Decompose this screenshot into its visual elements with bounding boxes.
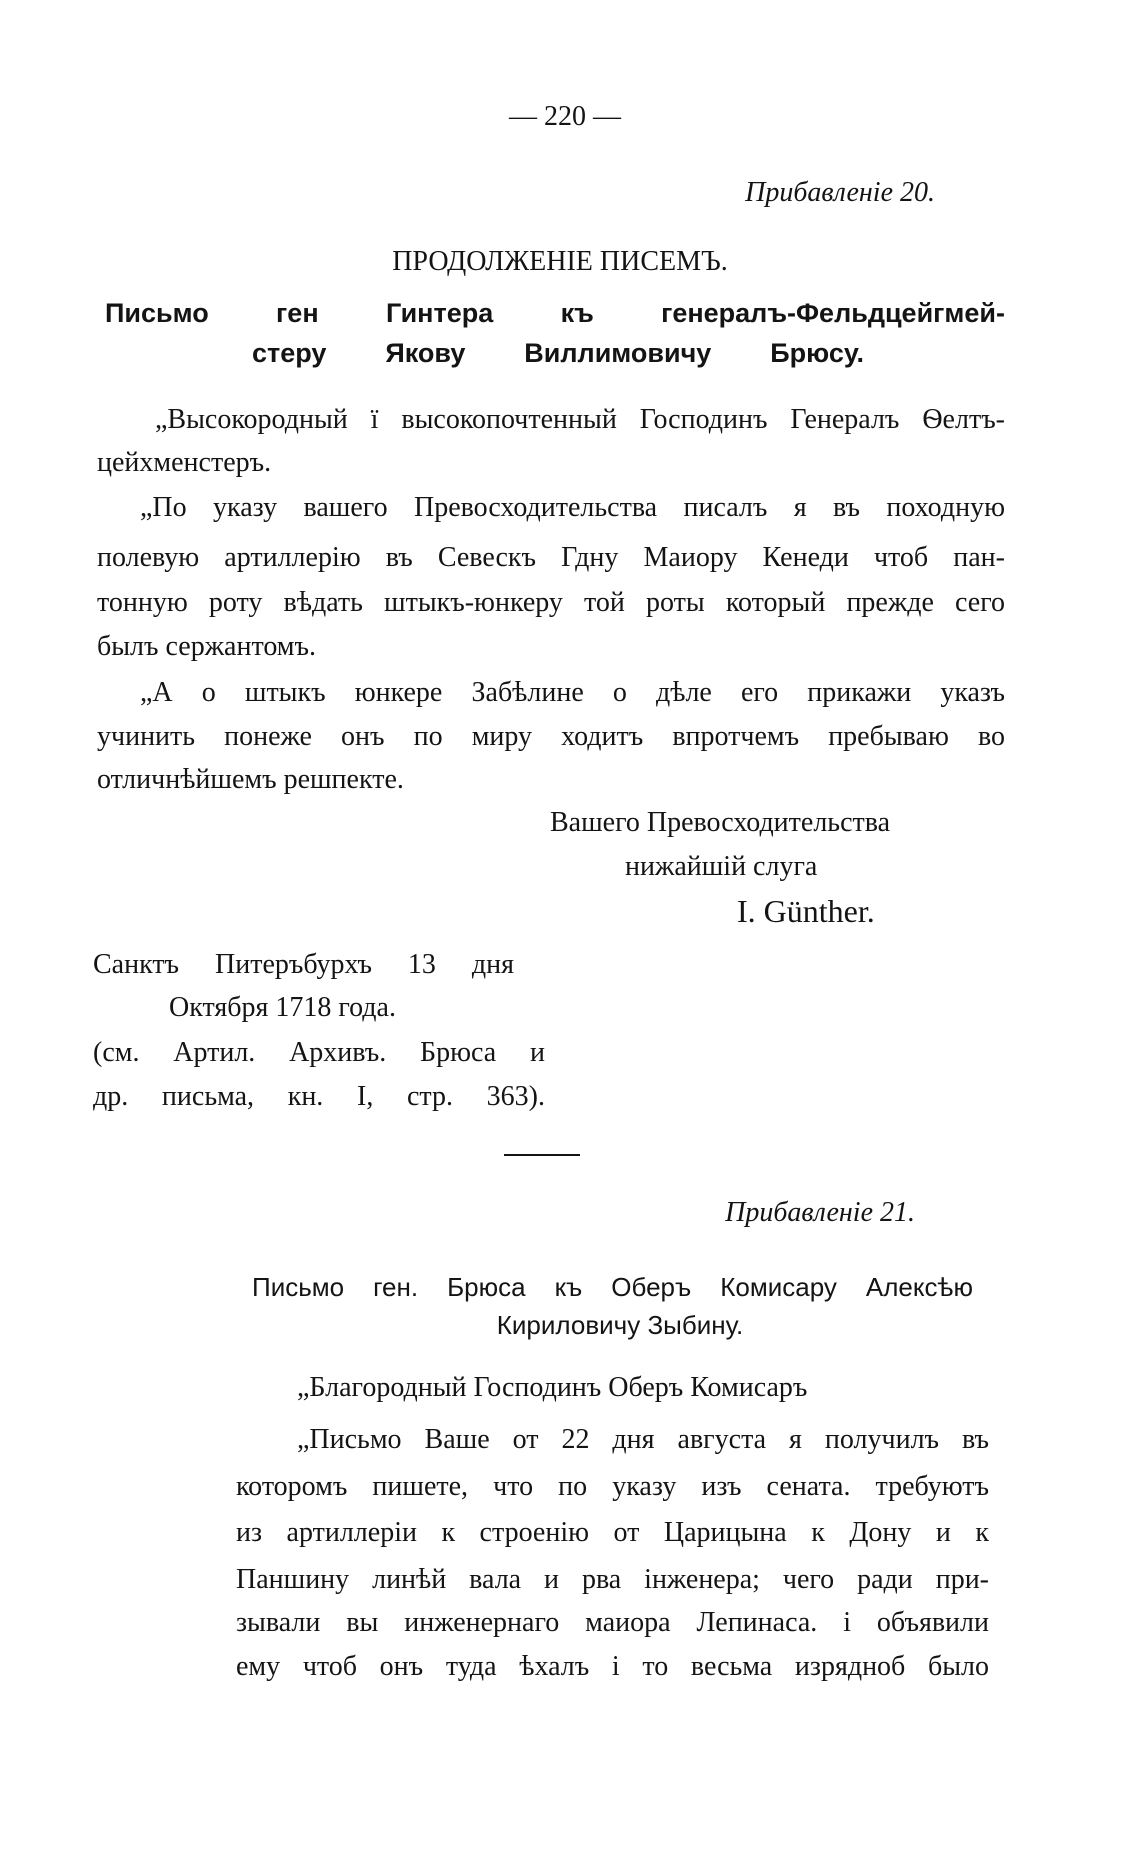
body-line: из артиллеріи к строенію от Царицына к Дону и к (236, 1517, 989, 1548)
body-line: „Высокородный ї высокопочтенный Господинъ Генералъ Ѳелтъ- (155, 404, 1005, 435)
letter-heading-line: Письмо ген Гинтера къ генералъ-Фельдцейгмей- (105, 298, 1005, 328)
body-line: зывали вы инженернаго маиора Лепинаса. і объявили (236, 1607, 989, 1638)
body-line: „А о штыкъ юнкере Забѣлине о дѣле его прикажи указъ (140, 677, 1005, 708)
reference-line: (см. Артил. Архивъ. Брюса и (93, 1037, 545, 1068)
place-date-line: Санктъ Питеръбурхъ 13 дня (93, 949, 514, 980)
section-title: ПРОДОЛЖЕНІЕ ПИСЕМЪ. (392, 246, 728, 277)
body-line: былъ сержантомъ. (97, 631, 316, 662)
body-line: отличнѣйшемъ решпекте. (97, 764, 404, 795)
appendix-20-label: Прибавленіе 20. (745, 177, 935, 208)
body-line: которомъ пишете, что по указу изъ сената. требуютъ (236, 1471, 989, 1502)
place-date-line: Октября 1718 года. (169, 992, 396, 1023)
letter-heading-line: Письмо ген. Брюса къ Оберъ Комисару Алексѣю (252, 1272, 973, 1302)
closing-line: нижайшій слуга (625, 851, 818, 882)
body-line: „Письмо Ваше от 22 дня августа я получилъ въ (297, 1424, 989, 1455)
salutation: „Благородный Господинъ Оберъ Комисаръ (297, 1372, 808, 1403)
section-divider (504, 1154, 580, 1156)
body-line: цейхменстеръ. (97, 447, 272, 478)
appendix-21-label: Прибавленіе 21. (725, 1197, 915, 1228)
body-line: ему чтоб онъ туда ѣхалъ і то весьма изрядноб было (236, 1651, 989, 1682)
signature: I. Günther. (737, 893, 875, 929)
reference-line: др. письма, кн. I, стр. 363). (93, 1081, 545, 1112)
body-line: учинить понеже онъ по миру ходитъ впротчемъ пребываю во (97, 721, 1005, 752)
page-number: — 220 — (509, 101, 621, 132)
closing-line: Вашего Превосходительства (550, 807, 891, 838)
letter-heading-line: стеру Якову Виллимовичу Брюсу. (252, 338, 864, 368)
body-line: „По указу вашего Превосходительства писалъ я въ походную (140, 492, 1005, 523)
body-line: полевую артиллерію въ Севескъ Гдну Маиору Кенеди чтоб пан- (97, 542, 1005, 573)
body-line: тонную роту вѣдать штыкъ-юнкеру той роты который прежде сего (97, 587, 1005, 618)
body-line: Паншину линѣй вала и рва інженера; чего ради при- (236, 1564, 989, 1595)
letter-heading-line: Кириловичу Зыбину. (496, 1310, 744, 1340)
